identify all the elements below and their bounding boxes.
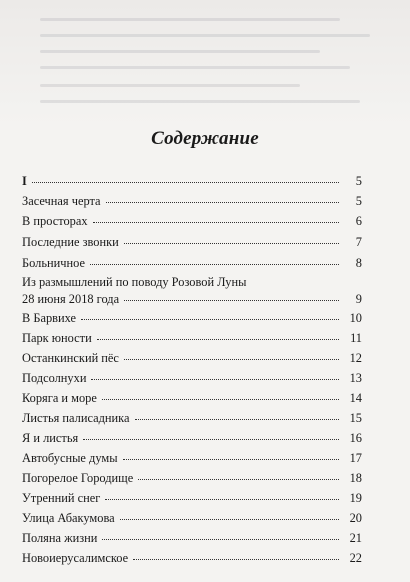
entry-title: Новоиерусалимское [22,551,129,565]
entry-page: 7 [355,235,362,249]
toc-entry[interactable] [22,549,362,566]
entry-title: Больничное [22,256,85,270]
entry-title: В просторах [22,214,88,228]
entry-page: 20 [349,511,362,525]
toc-entry[interactable] [22,212,362,229]
entry-page: 21 [349,531,362,545]
dot-leader [102,387,339,400]
dot-leader [120,507,339,520]
toc-entry[interactable] [22,275,362,307]
toc-entry[interactable] [22,449,362,466]
dot-leader [124,347,339,360]
toc-entry[interactable] [22,529,362,546]
dot-leader [106,190,339,203]
entry-page: 13 [349,371,362,385]
dot-leader [97,327,339,340]
toc-entry[interactable] [22,192,362,209]
dot-leader [81,307,339,320]
entry-page: 15 [349,411,362,425]
dot-leader [102,527,339,540]
entry-title: В Барвихе [22,311,77,325]
entry-title: Подсолнухи [22,371,87,385]
entry-page: 5 [355,194,362,208]
entry-page: 14 [349,391,362,405]
toc-entry[interactable] [22,309,362,326]
entry-title: Автобусные думы [22,451,118,465]
toc-entry[interactable] [22,172,362,189]
toc-entry[interactable] [22,389,362,406]
toc-entry[interactable] [22,509,362,526]
entry-title: Последние звонки [22,235,119,249]
entry-page: 19 [349,491,362,505]
entry-title: Я и листья [22,431,79,445]
entry-page: 8 [355,256,362,270]
dot-leader [32,170,339,183]
entry-title: Останкинский пёс [22,351,119,365]
dot-leader [123,447,339,460]
toc-entry[interactable] [22,233,362,250]
entry-title: I [22,174,27,188]
toc-entry[interactable] [22,329,362,346]
entry-page: 17 [349,451,362,465]
entry-page: 9 [355,292,362,306]
entry-title: Поляна жизни [22,531,98,545]
entry-title: Погорелое Городище [22,471,134,485]
entry-title: Засечная черта [22,194,101,208]
dot-leader [124,288,339,301]
entry-page: 10 [349,311,362,325]
dot-leader [124,231,339,244]
toc-entry[interactable] [22,409,362,426]
toc-entry[interactable] [22,429,362,446]
entry-page: 16 [349,431,362,445]
toc-entry[interactable] [22,489,362,506]
entry-page: 22 [349,551,362,565]
entry-title-continued: 28 июня 2018 года [22,292,120,306]
toc-entry[interactable] [22,254,362,271]
dot-leader [133,547,339,560]
dot-leader [105,487,339,500]
entry-page: 6 [355,214,362,228]
entry-page: 11 [350,331,362,345]
page-title: Содержание [151,128,259,149]
toc-entry[interactable] [22,349,362,366]
dot-leader [138,467,339,480]
entry-title: Листья палисадника [22,411,130,425]
dot-leader [93,210,339,223]
dot-leader [135,407,340,420]
entry-page: 12 [349,351,362,365]
entry-title: Утренний снег [22,491,101,505]
dot-leader [83,427,339,440]
toc-entry[interactable] [22,469,362,486]
entry-title: Парк юности [22,331,92,345]
entry-page: 18 [349,471,362,485]
dot-leader [90,252,339,265]
entry-title: Улица Абакумова [22,511,115,525]
entry-title: Коряга и море [22,391,97,405]
toc-entry[interactable] [22,369,362,386]
entry-page: 5 [355,174,362,188]
dot-leader [91,367,339,380]
entry-title: Из размышлений по поводу Розовой Луны [22,275,247,289]
show-through-area [0,0,410,125]
